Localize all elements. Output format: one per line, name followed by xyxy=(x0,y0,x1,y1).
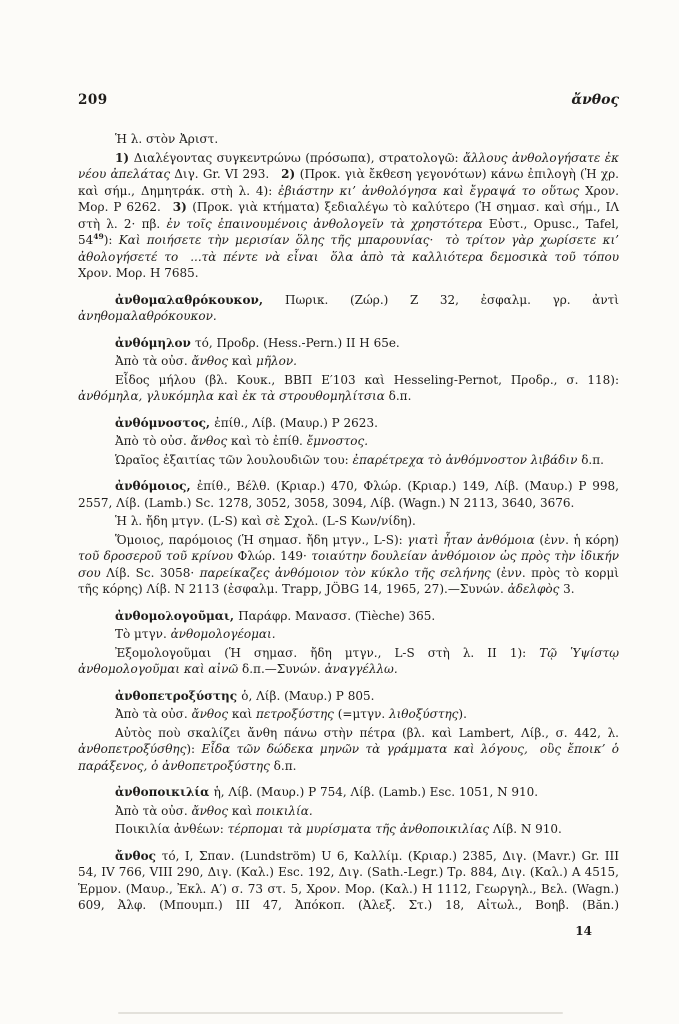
quotation: παρείκαζες ἀνθόμοιον τὸν κύκλο τῆς σελήνης xyxy=(199,565,497,580)
text-run: Εὐστ., Opusc., Tafel, 54 xyxy=(78,216,619,247)
headword: ἀνθόμηλον xyxy=(115,335,195,350)
text-run: ἀναγγέλλω. xyxy=(324,662,398,676)
text-run: 3. xyxy=(563,582,575,596)
text-paragraph xyxy=(78,452,619,469)
text-run: ἐπίθ., Βέλθ. (Κριαρ.) 470, Φλώρ. (Κριαρ.) 149, Λίβ. (Μαυρ.) Ρ 998, 2557, Λίβ. (Lamb.) Sc. 1278, 3052, 3058, 3094, Λίβ. (Wagn.) Ν 2113, 3640, 3676. xyxy=(78,479,619,510)
headword: ἀνθόμνοστος, xyxy=(115,415,215,430)
headword: ἀνθοποικιλία xyxy=(115,785,214,799)
text-run: Τὸ μτγν. xyxy=(115,627,171,641)
dictionary-entry xyxy=(78,608,619,625)
text-run: ποικιλία. xyxy=(256,803,313,818)
running-title: ἄνθος xyxy=(571,92,619,108)
dictionary-entry xyxy=(78,415,619,432)
text-run: (ἐνν. ἡ κόρη) xyxy=(539,532,619,547)
text-run: (=μτγν. xyxy=(337,707,389,721)
text-run: Ποικιλία ἀνθέων: xyxy=(115,822,228,836)
text-run: λιθοξύστης xyxy=(389,707,459,721)
text-run: (ἐνν. πρὸς τὸ κορμὶ τῆς κόρης) Λίβ. Ν 2113 (ἐσφαλμ. Trapp, JÖBG 14, 1965, 27).—Συνών. xyxy=(78,565,619,596)
text-paragraph xyxy=(78,532,619,598)
text-run: Ἀπὸ τὸ οὐσ. xyxy=(115,434,191,448)
text-paragraph xyxy=(78,803,619,820)
text-run: Ὅμοιος, παρόμοιος (Ἡ σημασ. ἤδη μτγν., L-S): xyxy=(115,532,408,547)
text-run: Ἐξομολογοῦμαι (Ἡ σημασ. ἤδη μτγν., L-S στὴ λ. ΙΙ 1): xyxy=(115,645,540,660)
sense-number: 3) xyxy=(172,200,193,214)
page-number: 209 xyxy=(78,92,108,108)
text-run: καὶ xyxy=(228,354,257,368)
quotation: ἐπαρέτρεχα τὸ ἀνθόμνοστον λιβάδιν xyxy=(352,452,582,467)
text-run: Εἶδος μήλου (βλ. Κουκ., ΒΒΠ Ε′103 καὶ Hesseling-Pernot, Προδρ., σ. 118): xyxy=(115,372,619,387)
superscript-note: 49 xyxy=(93,232,104,241)
sense-number: 2) xyxy=(281,167,300,181)
text-run: ἔμνοστος. xyxy=(306,434,369,448)
text-run: ἡ, Λίβ. (Μαυρ.) Ρ 754, Λίβ. (Lamb.) Esc. 1051, Ν 910. xyxy=(213,785,539,799)
quotation: τοιαύτην δουλείαν ἀνθόμοιον ὡς πρὸς τὴν ἰδικήν σου xyxy=(78,549,619,580)
text-paragraph xyxy=(78,131,619,148)
text-run: τό, Προδρ. (Hess.-Pern.) II Η 65e. xyxy=(195,335,400,350)
text-run: ἀδελφὸς xyxy=(507,582,564,596)
headword: ἀνθόμοιος, xyxy=(115,479,197,493)
dictionary-entry xyxy=(78,335,619,352)
dictionary-entry xyxy=(78,848,619,914)
text-run: ἀνηθομαλαθρόκουκον. xyxy=(78,309,217,323)
dictionary-entry xyxy=(78,784,619,801)
sense-number: 1) xyxy=(115,150,134,165)
text-paragraph xyxy=(78,706,619,723)
text-run: ἐπίθ., Λίβ. (Μαυρ.) Ρ 2623. xyxy=(214,415,378,430)
quotation: γιατὶ ἦταν ἀνθόμοια xyxy=(407,532,540,547)
quotation: ἐβιάστην κι’ ἀνθολόγησα καὶ ἔγραψά το οὕτως xyxy=(278,183,586,198)
text-run: καὶ xyxy=(228,803,257,818)
quotation: Τῷ Ὑψίστῳ ἀνθομολογοῦμαι καὶ αἰνῶ xyxy=(78,645,620,676)
text-run: καὶ xyxy=(228,707,257,721)
text-paragraph xyxy=(78,433,619,450)
text-run: Διαλέγοντας συγκεντρώνω (πρόσωπα), στρατολογῶ: xyxy=(133,150,463,165)
dictionary-entry xyxy=(78,292,619,325)
text-run: Ὡραῖος ἐξαιτίας τῶν λουλουδιῶν του: xyxy=(115,452,353,467)
text-run: Παράφρ. Μανασσ. (Tièche) 365. xyxy=(238,608,436,623)
text-run: ): xyxy=(186,742,202,756)
text-paragraph xyxy=(78,725,619,775)
text-run: δ.π.—Συνών. xyxy=(242,662,325,676)
text-run: δ.π. xyxy=(581,452,604,467)
text-run: Χρον. Μορ. Η 7685. xyxy=(78,266,199,280)
headword: ἀνθοπετροξύστης xyxy=(115,688,242,703)
text-run: δ.π. xyxy=(273,758,297,773)
text-run: Πωρικ. (Ζώρ.) Ζ 32, ἐσφαλμ. γρ. ἀντὶ xyxy=(285,292,619,307)
text-run: Λίβ. Ν 910. xyxy=(492,822,562,836)
text-run: ἀνθομολογέομαι. xyxy=(170,627,276,641)
text-run: ἀνθοπετροξύσθης xyxy=(78,742,187,756)
quotation: τέρπομαι τὰ μυρίσματα τῆς ἀνθοποικιλίας xyxy=(227,822,493,836)
dictionary-entry xyxy=(78,688,619,705)
quotation: ἀνθόμηλα, γλυκόμηλα καὶ ἐκ τὰ στρουθομηλίτσια xyxy=(78,389,389,403)
text-paragraph xyxy=(78,353,619,370)
page-body xyxy=(78,131,619,939)
text-paragraph xyxy=(78,513,619,530)
page-header xyxy=(78,92,619,108)
text-run: (Προκ. γιὰ κτήματα) ξεδιαλέγω τὸ καλύτερο (Ἡ σημασ. καὶ σήμ., ΙΛ στὴ λ. 2· πβ. xyxy=(78,200,620,231)
dictionary-entry xyxy=(78,478,619,511)
quotation: Εἶδα τῶν δώδεκα μηνῶν τὰ γράμματα καὶ λόγους, οὓς ἔποικ’ ὁ παράξενος, ὁ ἀνθοπετροξύστης xyxy=(78,742,619,773)
text-run: ἄνθος xyxy=(190,434,228,448)
paragraph-container xyxy=(78,131,619,914)
text-run: Ἀπὸ τὰ οὐσ. xyxy=(115,707,192,721)
headword: ἀνθομαλαθρόκουκον, xyxy=(115,292,286,307)
quotation: ἄλλους ἀνθολογήσατε ἐκ νέου ἀπελάτας xyxy=(78,150,619,181)
text-run: ὁ, Λίβ. (Μαυρ.) Ρ 805. xyxy=(241,688,375,703)
text-paragraph xyxy=(78,626,619,643)
text-run: Φλώρ. 149· xyxy=(237,549,312,563)
text-run: ). xyxy=(458,707,467,721)
quotation: Καὶ ποιήσετε τὴν μερισίαν ὅλης τῆς μπαρουνίας· τὸ τρίτον γὰρ χωρίσετε κι’ ἀθολογήσετέ το ...τὰ πέντε νὰ εἶναι ὅλα ἀπὸ τὰ καλλιότερα δεμοσικὰ τοῦ τόπου xyxy=(78,233,619,264)
text-run: Χρον. Μορ. Ρ 6262. xyxy=(78,183,619,214)
headword: ἄνθος xyxy=(115,848,162,863)
text-run: Ἀπὸ τὰ οὐσ. xyxy=(115,354,192,368)
text-run: Λίβ. Sc. 3058· xyxy=(106,565,200,580)
scan-artifact-line xyxy=(118,1012,563,1014)
text-run: μῆλον. xyxy=(256,354,297,368)
text-run: δ.π. xyxy=(388,389,412,403)
text-run: ἄνθος xyxy=(191,803,229,818)
quotation: τοῦ δροσεροῦ τοῦ κρίνου xyxy=(78,549,238,563)
quotation: ἐν τοῖς ἐπαινουμένοις ἀνθολογεῖν τὰ χρηστότερα xyxy=(166,216,489,231)
text-run: Ἡ λ. στὸν Ἀριστ. xyxy=(115,132,219,146)
text-run: Ἡ λ. ἤδη μτγν. (L-S) καὶ σὲ Σχολ. (L-S Κων/νίδη). xyxy=(115,514,416,528)
headword: ἀνθομολογοῦμαι, xyxy=(115,608,239,623)
text-paragraph xyxy=(78,821,619,838)
text-run: Διγ. Gr. VI 293. xyxy=(174,167,282,181)
signature-number: 14 xyxy=(575,923,592,938)
text-run: ἄνθος xyxy=(191,707,229,721)
text-run: καὶ τὸ ἐπίθ. xyxy=(227,434,307,448)
text-run: (Προκ. γιὰ ἔκθεση γεγονότων) κάνω ἐπιλογὴ (Ἡ χρ. καὶ σήμ., Δημητράκ. στὴ λ. 4): xyxy=(78,167,619,198)
text-run: Ἀπὸ τὰ οὐσ. xyxy=(115,803,192,818)
text-paragraph xyxy=(78,150,619,282)
text-run: ἄνθος xyxy=(191,354,229,368)
text-run: Αὐτὸς ποὺ σκαλίζει ἄνθη πάνω στὴν πέτρα (βλ. καὶ Lambert, Λίβ., σ. 442, λ. xyxy=(115,725,619,740)
text-run: τό, Ι, Σπαν. (Lundström) U 6, Καλλίμ. (Κριαρ.) 2385, Διγ. (Mavr.) Gr. III 54, IV 766, VIII 290, Διγ. (Καλ.) Esc. 192, Διγ. (Sath.-Legr.) Τρ. 884, Διγ. (Καλ.) Α 4515, Ἑρμον. (Μαυρ., Ἐκλ. Α′) σ. 73 στ. 5, Χρον. Μορ. (Καλ.) Η 1112, Γεωργηλ., Βελ. (Wagn.) 609, Ἀλφ. (Μπουμπ.) ΙΙΙ 47, Ἀπόκοπ. (Ἀλεξ. Στ.) 18, Αἰτωλ., Βοηβ. (Băn.) xyxy=(78,848,619,912)
text-run: πετροξύστης xyxy=(256,707,338,721)
text-paragraph xyxy=(78,372,619,405)
text-run: ): xyxy=(103,233,119,247)
text-paragraph xyxy=(78,645,619,678)
